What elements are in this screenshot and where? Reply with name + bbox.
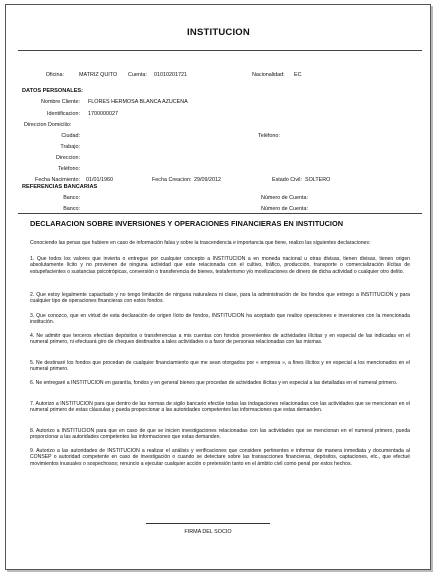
ciudad-label: Ciudad:: [61, 133, 80, 139]
direccion-label: Direccion:: [56, 155, 80, 161]
identificacion-label: Identificacion:: [47, 111, 80, 117]
cuenta-value: 01010201721: [154, 72, 187, 78]
declaracion-title: DECLARACION SOBRE INVERSIONES Y OPERACIONES FINANCIERAS EN INSTITUCION: [30, 219, 344, 228]
nombre-label: Nombre Cliente:: [41, 99, 80, 105]
declaracion-item-1: 1. Que todos los valores que invierta o entregue por cualquier concepto a INSTITUCION a en moneda nacional u otras divisas, tienen divisas, tienen origen absolutamente lícito y no provienen de ninguna actividad que este relacionada con el cultivo, tráfico, producción, transporte o comercialización ilícitas de estupefacientes o sustancias psicotrópicas, conversión o transferencia de bienes, testaferrismo y/o movilizaciones de dinero de dicha actividad o cualquier otro delito.: [30, 256, 410, 275]
declaracion-item-3: 3. Que conozco, que en virtud de esta declaración de origen lícito de fondos, INSTITUCION ha aceptado que realice operaciones e inversiones con la mencionada institución.: [30, 313, 410, 326]
declaracion-item-2: 2. Que estoy legalmente capacitado y no tengo limitación de ninguna naturaleza ni clase, para la administración de los fondos que entrego a INSTITUCION y para cualquier tipo de operaciones financieras con estos fondos.: [30, 292, 410, 305]
declaracion-item-6: 6. Ne entregaré a INSTITUCION en garantía, fondos y en general bienes que procedan de actividades ilícitas y en especial a las detalladas en el numeral primero.: [30, 380, 398, 386]
datos-personales-heading: DATOS PERSONALES:: [22, 88, 84, 94]
fecha-nacimiento-value: 01/01/1960: [86, 177, 113, 183]
cuenta1-label: Número de Cuenta:: [261, 195, 309, 201]
declaracion-item-5: 5. Ne destinaré los fondos que procedan de cualquier financiamiento que me sean otorgados por « empresa », a fines ilícitos y en especial a los mencionados en el numeral primero.: [30, 360, 410, 373]
banco1-label: Banco:: [63, 195, 80, 201]
identificacion-value: 1700000027: [88, 111, 118, 117]
cuenta-label: Cuenta:: [128, 72, 147, 78]
declaracion-intro: Conociendo las penas que hubiere en caso de información falsa y sobre la trascendencia e importancia que tiene, realizo las siguientes declaraciones:: [30, 240, 371, 246]
nombre-value: FLORES HERMOSA BLANCA AZUCENA: [88, 99, 188, 105]
title-rule: [18, 50, 422, 51]
banco2-label: Banco:: [63, 206, 80, 212]
declaracion-item-7: 7. Autorizo a INSTITUCION para que dentro de las normas de sigilo bancario efectúe todas las indagaciones relacionadas con las actividades que se mencionan en el numeral primero de estas cláusulas y pueda proporcionar a las autoridades competentes las informaciones que estas demanden.: [30, 401, 410, 414]
declaracion-item-9: 9. Autorizo a las autoridades de INSTITUCION a realizar el análisis y verificaciones que considere pertinentes e informar de manera inmediata y documentada al CONSEP o autoridad competente en caso de investigación o cuando se detectare sobre las transacciones financieras, depósitos, captaciones, etc., que efectué movimientos inusuales o sospechosos; renuncio a ejecutar cualquier acción o pretensión tanto en el ámbito civil como penal por estos hechos.: [30, 448, 410, 467]
telefono2-label: Teléfono:: [58, 166, 80, 172]
signature-label: FIRMA DEL SOCIO: [184, 529, 232, 535]
estado-civil-value: SOLTERO: [305, 177, 331, 183]
nacionalidad-value: EC: [294, 72, 302, 78]
referencias-heading: REFERENCIAS BANCARIAS: [22, 184, 98, 190]
cuenta2-label: Número de Cuenta:: [261, 206, 309, 212]
telefono-label: Teléfono:: [258, 133, 280, 139]
section-rule: [18, 213, 422, 214]
estado-civil-label: Estado Civil:: [272, 177, 302, 183]
direccion-domicilio-label: Direccion Domicilio:: [24, 122, 72, 128]
oficina-value: MATRIZ QUITO: [79, 72, 118, 78]
trabajo-label: Trabajo:: [60, 144, 80, 150]
oficina-label: Oficina:: [45, 72, 64, 78]
fecha-creacion-value: 29/09/2012: [194, 177, 221, 183]
declaracion-item-8: 8. Autorizo a INSTITUCION para que en caso de que se inicien investigaciones relacionadas con las actividades que se mencionan en el numeral primero, pueda proporcionar a las autoridades competentes las informaciones que estas demanden.: [30, 428, 410, 441]
declaracion-item-4: 4. Ne admitir que terceros efectúan depósitos o transferencias a mis cuentas con fondos provenientes de actividades ilícitas y en especial de las indicadas en el numeral primero, ni efectuará giro de cheques destinados a tales actividades o a favor de personas relacionadas con las mismas.: [30, 333, 410, 346]
document-title: INSTITUCION: [187, 27, 250, 38]
signature-line: [146, 523, 270, 524]
nacionalidad-label: Nacionalidad:: [252, 72, 285, 78]
fecha-creacion-label: Fecha Creacion:: [152, 177, 192, 183]
fecha-nacimiento-label: Fecha Nacimiento:: [35, 177, 80, 183]
